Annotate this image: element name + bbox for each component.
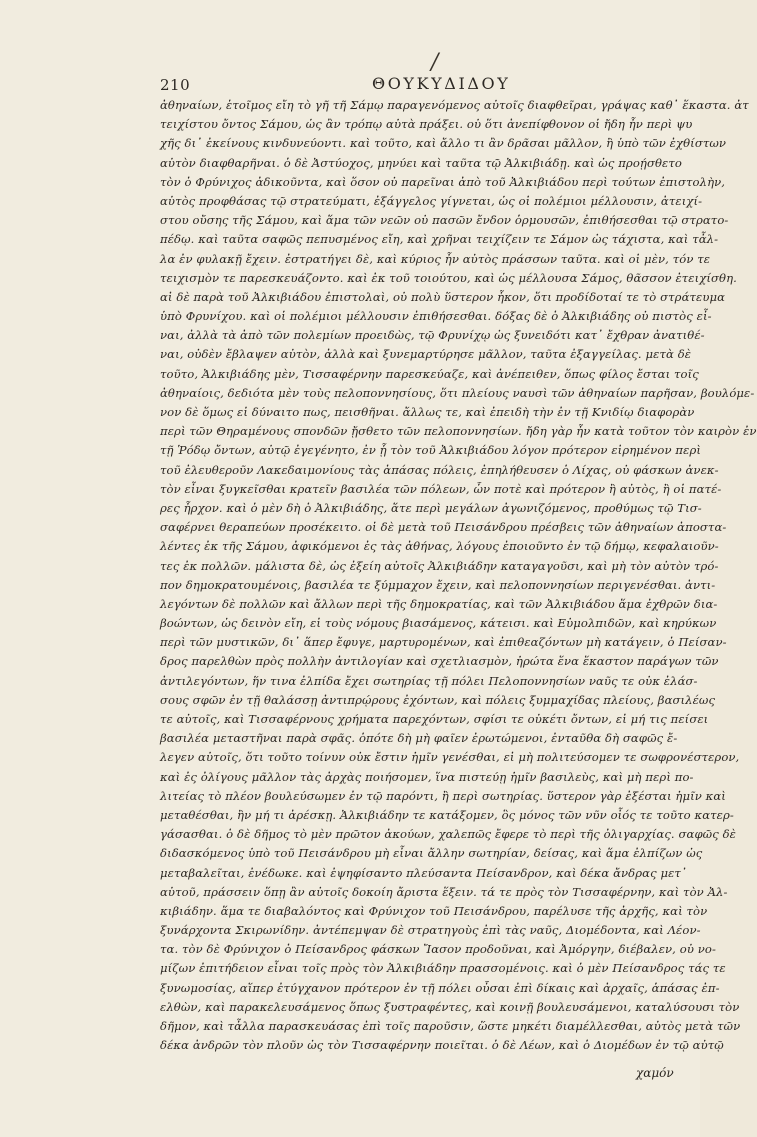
text-line: ξυνωμοσίας, αἵπερ ἐτύγχανον πρότερον ἐν τῇ πόλει οὖσαι ἐπὶ δίκαις καὶ ἀρχαῖς, ἁπάσας ἐπ- <box>160 980 720 995</box>
text-line: κιβιάδην. ἅμα τε διαβαλόντος καὶ Φρύνιχον τοῦ Πεισάνδρου, παρέλυσε τῆς ἀρχῆς, καὶ τὸν <box>160 903 708 918</box>
text-line: τα. τὸν δὲ Φρύνιχον ὁ Πείσανδρος φάσκων Ἴασον προδοῦναι, καὶ Ἀμόργην, διέβαλεν, οὐ νο- <box>160 942 717 957</box>
page-number: 210 <box>160 76 191 94</box>
text-line: βοώντων, ὡς δεινὸν εἴη, εἰ τοὺς νόμους βιασάμενος, κάτεισι. καὶ Εὐμολπιδῶν, καὶ κηρύκων <box>160 616 717 631</box>
text-line: τοῦ ἐλευθεροῦν Λακεδαιμονίους τὰς ἁπάσας πόλεις, ἐπηλήθευσεν ὁ Λίχας, οὐ φάσκων ἀνεκ- <box>160 462 719 477</box>
text-line: ἀθηναίοις, δεδιότα μὲν τοὺς πελοποννησίους, ὅτι πλείους ναυσὶ τῶν ἀθηναίων παρῆσαν, βουλόμε- <box>160 385 755 400</box>
text-line: περὶ τῶν μυστικῶν, δι᾽ ἅπερ ἔφυγε, μαρτυρομένων, καὶ ἐπιθεαζόντων μὴ κατάγειν, ὁ Πείσαν- <box>160 635 727 650</box>
text-line: τειχισμὸν τε παρεσκευάζοντο. καὶ ἐκ τοῦ τοιούτου, καὶ ὡς μέλλουσα Σάμος, θᾶσσον ἐτειχίσθη. <box>160 270 737 285</box>
text-line: βασιλέα μεταστῆναι παρὰ σφᾶς. ὁπότε δὴ μὴ φαῖεν ἐρωτώμενοι, ἐνταῦθα δὴ σαφῶς ἔ- <box>160 731 678 746</box>
margin-mark: / <box>431 50 439 75</box>
text-line: μεταβαλεῖται, ἐνέδωκε. καὶ ἐψηφίσαντο πλεύσαντα Πείσανδρον, καὶ δέκα ἄνδρας μετ᾽ <box>160 865 687 880</box>
catchword: χαμόν <box>636 1066 674 1080</box>
text-line: αὐτὸν διαφθαρῆναι. ὁ δὲ Ἀστύοχος, μηνύει καὶ ταῦτα τῷ Ἀλκιβιάδῃ. καὶ ὡς προῄσθετο <box>160 155 682 170</box>
text-line: ναι, ἀλλὰ τὰ ἀπὸ τῶν πολεμίων προειδὼς, τῷ Φρυνίχῳ ὡς ξυνειδότι κατ᾽ ἔχθραν ἀνατιθέ- <box>160 328 705 343</box>
text-line: χῆς δι᾽ ἐκείνους κινδυνεύοντι. καὶ τοῦτο, καὶ ἄλλο τι ἂν δρᾶσαι μᾶλλον, ἢ ὑπὸ τῶν ἐχθίστων <box>160 136 727 151</box>
text-line: ναι, οὐδὲν ἔβλαψεν αὐτὸν, ἀλλὰ καὶ ξυνεμαρτύρησε μᾶλλον, ταῦτα ἐξαγγείλας. μετὰ δὲ <box>160 347 692 362</box>
text-line: σους σφῶν ἐν τῇ θαλάσσῃ ἀντιπρῴρους ἐχόντων, καὶ πόλεις ξυμμαχίδας πλείους, βασιλέως <box>160 692 716 707</box>
text-line: λέντες ἐκ τῆς Σάμου, ἀφικόμενοι ἐς τὰς ἀθήνας, λόγους ἐποιοῦντο ἐν τῷ δήμῳ, κεφαλαιοῦν- <box>160 539 719 554</box>
text-line: περὶ τῶν Θηραμένους σπονδῶν ᾔσθετο τῶν πελοποννησίων. ἤδη γὰρ ἦν κατὰ τοῦτον τὸν καιρὸν ἐν <box>160 424 757 439</box>
text-line: δέκα ἀνδρῶν τὸν πλοῦν ὡς τὸν Τισσαφέρνην ποιεῖται. ὁ δὲ Λέων, καὶ ὁ Διομέδων ἐν τῷ αὐτῷ <box>160 1038 724 1053</box>
text-line: διδασκόμενος ὑπὸ τοῦ Πεισάνδρου μὴ εἶναι ἄλλην σωτηρίαν, δείσας, καὶ ἅμα ἐλπίζων ὡς <box>160 846 703 861</box>
text-line: ἀθηναίων, ἑτοῖμος εἴη τὸ γῆ τῆ Σάμῳ παραγενόμενος αὐτοῖς διαφθεῖραι, γράψας καθ᾽ ἕκαστα. ἀτ <box>160 98 749 112</box>
text-line: τὸν εἶναι ξυγκεῖσθαι κρατεῖν βασιλέα τῶν πόλεων, ὧν ποτὲ καὶ πρότερον ἢ αὐτὸς, ἢ οἱ πατέ- <box>160 481 722 496</box>
text-line: νον δὲ ὅμως εἰ δύναιτο πως, πεισθῆναι. ἄλλως τε, καὶ ἐπειδὴ τὴν ἐν τῇ Κνιδίῳ διαφορὰν <box>160 405 695 419</box>
text-line: λεγεν αὐτοῖς, ὅτι τοῦτο τοίνυν οὐκ ἔστιν ἡμῖν γενέσθαι, εἰ μὴ πολιτεύσομεν τε σωφρονέστερον, <box>160 750 740 765</box>
running-head: ΘΟΥΚΥΔΙΔΟΥ <box>372 74 511 93</box>
text-line: τοῦτο, Ἀλκιβιάδης μὲν, Τισσαφέρνην παρεσκεύαζε, καὶ ἀνέπειθεν, ὅπως φίλος ἔσται τοῖς <box>160 366 699 381</box>
text-line: μίζων ἐπιτήδειον εἶναι τοῖς πρὸς τὸν Ἀλκιβιάδην πρασσομένοις. καὶ ὁ μὲν Πείσανδρος τάς τε <box>160 961 726 976</box>
text-line: τειχίστου ὄντος Σάμου, ὡς ἂν τρόπῳ αὐτὰ πράξει. οὐ ὅτι ἀνεπίφθονον οἱ ἤδη ἦν περὶ ψυ <box>160 117 693 132</box>
text-line: ρες ἦρχον. καὶ ὁ μὲν δὴ ὁ Ἀλκιβιάδης, ἅτε περὶ μεγάλων ἀγωνιζόμενος, προθύμως τῷ Τισ- <box>160 500 702 515</box>
text-line: ελθὼν, καὶ παρακελευσάμενος ὅπως ξυστραφέντες, καὶ κοινῇ βουλευσάμενοι, καταλύσουσι τὸν <box>160 999 740 1014</box>
text-line: ἀντιλεγόντων, ἥν τινα ἐλπίδα ἔχει σωτηρίας τῇ πόλει Πελοποννησίων ναῦς τε οὐκ ἐλάσ- <box>160 673 698 688</box>
text-line: ὑπὸ Φρυνίχου. καὶ οἱ πολέμιοι μέλλουσιν ἐπιθήσεσθαι. δόξας δὲ ὁ Ἀλκιβιάδης οὐ πιστὸς εἶ- <box>160 309 712 324</box>
text-line: αἱ δὲ παρὰ τοῦ Ἀλκιβιάδου ἐπιστολαὶ, οὐ πολὺ ὕστερον ἧκον, ὅτι προδίδοταί τε τὸ στράτευμα <box>160 289 726 304</box>
text-line: τε αὐτοῖς, καὶ Τισσαφέρνους χρήματα παρεχόντων, σφίσι τε οὐκέτι ὄντων, εἰ μή τις πείσει <box>160 712 709 726</box>
text-line: τες ἐκ πολλῶν. μάλιστα δὲ, ὡς ἐξείη αὐτοῖς Ἀλκιβιάδην καταγαγοῦσι, καὶ μὴ τὸν αὐτὸν τρό- <box>160 558 719 573</box>
text-line: τῇ Ῥόδῳ ὄντων, αὐτῷ ἐγεγένητο, ἐν ᾗ τὸν τοῦ Ἀλκιβιάδου λόγον πρότερον εἰρημένον περὶ <box>160 443 702 458</box>
text-block <box>160 96 757 1055</box>
text-line: πον δημοκρατουμένοις, βασιλέα τε ξύμμαχον ἔχειν, καὶ πελοποννησίων περιγενέσθαι. ἀντι- <box>160 577 716 592</box>
text-line: αὐτοῦ, πράσσειν ὅπῃ ἂν αὐτοῖς δοκοίη ἄριστα ἕξειν. τά τε πρὸς τὸν Τισσαφέρνην, καὶ τὸν Ἀλ- <box>160 884 728 899</box>
text-line: στου οὔσης τῆς Σάμου, καὶ ἅμα τῶν νεῶν οὐ πασῶν ἔνδον ὁρμουσῶν, ἐπιθήσεσθαι τῷ στρατο- <box>160 213 729 228</box>
text-line: καὶ ἐς ὀλίγους μᾶλλον τὰς ἀρχὰς ποιήσομεν, ἵνα πιστεύῃ ἡμῖν βασιλεὺς, καὶ μὴ περὶ πο- <box>160 769 694 784</box>
text-line: δρος παρελθὼν πρὸς πολλὴν ἀντιλογίαν καὶ σχετλιασμὸν, ἠρώτα ἕνα ἕκαστον παράγων τῶν <box>160 654 719 669</box>
text-line: λα ἐν φυλακῇ ἔχειν. ἐστρατήγει δὲ, καὶ κύριος ἦν αὐτὸς πράσσων ταῦτα. καὶ οἱ μὲν, τόν τε <box>160 251 711 266</box>
text-line: γάσασθαι. ὁ δὲ δῆμος τὸ μὲν πρῶτον ἀκούων, χαλεπῶς ἔφερε τὸ περὶ τῆς ὀλιγαρχίας. σαφῶς δὲ <box>160 827 737 842</box>
text-line: ξυνάρχοντα Σκιρωνίδην. ἀντέπεμψαν δὲ στρατηγοὺς ἐπὶ τὰς ναῦς, Διομέδοντα, καὶ Λέον- <box>160 923 701 938</box>
text-line: λεγόντων δὲ πολλῶν καὶ ἄλλων περὶ τῆς δημοκρατίας, καὶ τῶν Ἀλκιβιάδου ἅμα ἐχθρῶν δια- <box>160 596 718 611</box>
text-line: μεταθέσθαι, ἢν μή τι ἀρέσκῃ. Ἀλκιβιάδην τε κατάξομεν, ὃς μόνος τῶν νῦν οἷός τε τοῦτο κατερ- <box>160 807 734 822</box>
text-line: δῆμον, καὶ τἆλλα παρασκευάσας ἐπὶ τοῖς παροῦσιν, ὥστε μηκέτι διαμέλλεσθαι, αὐτὸς μετὰ τῶν <box>160 1019 741 1033</box>
text-line: λιτείας τὸ πλέον βουλεύσωμεν ἐν τῷ παρόντι, ἢ περὶ σωτηρίας. ὕστερον γὰρ ἐξέσται ἡμῖν καὶ <box>160 788 726 803</box>
text-line: σαφέρνει θεραπεύων προσέκειτο. οἱ δὲ μετὰ τοῦ Πεισάνδρου πρέσβεις τῶν ἀθηναίων ἀποστα- <box>160 520 727 535</box>
text-line: τὸν ὁ Φρύνιχος ἀδικοῦντα, καὶ ὅσον οὐ παρεῖναι ἀπὸ τοῦ Ἀλκιβιάδου περὶ τούτων ἐπιστολὴν, <box>160 174 726 189</box>
text-line: πέδῳ. καὶ ταῦτα σαφῶς πεπυσμένος εἴη, καὶ χρῆναι τειχίζειν τε Σάμον ὡς τάχιστα, καὶ τἆλ- <box>160 232 719 247</box>
text-line: αὐτὸς προφθάσας τῷ στρατεύματι, ἐξάγγελος γίγνεται, ὡς οἱ πολέμιοι μέλλουσιν, ἀτειχί- <box>160 193 703 208</box>
